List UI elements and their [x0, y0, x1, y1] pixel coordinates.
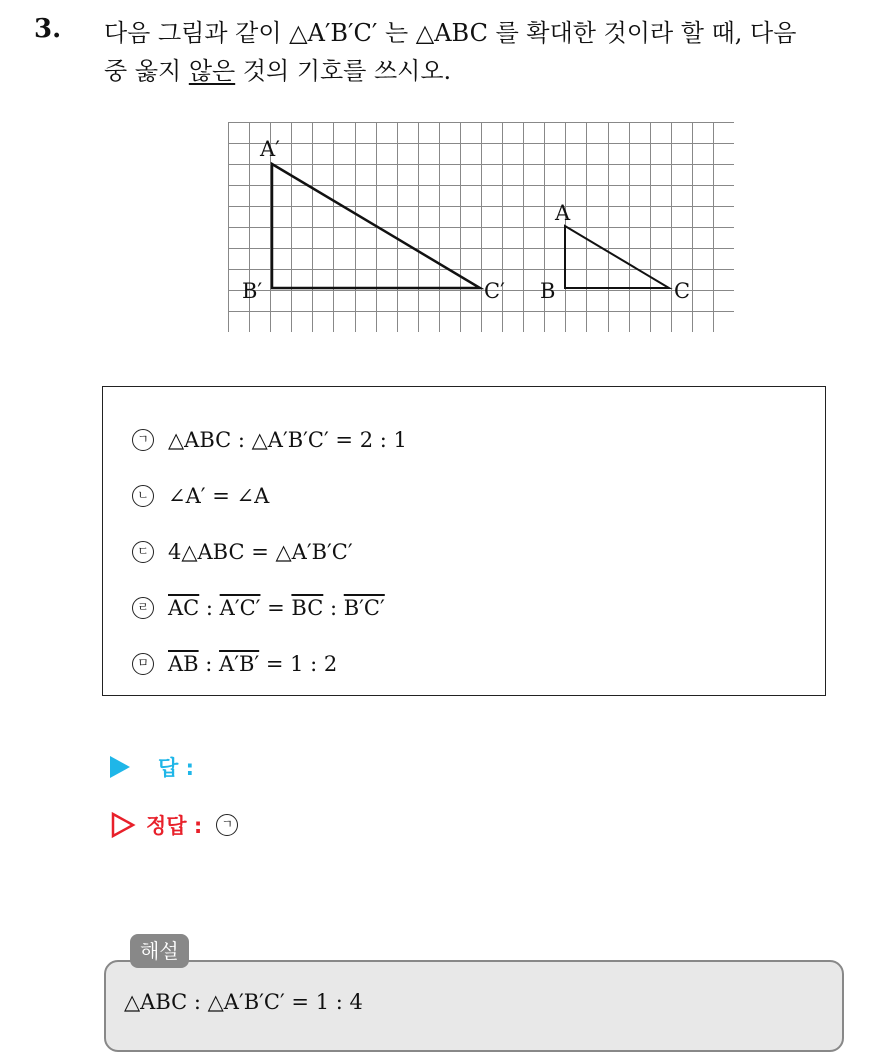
choice-2	[132, 484, 269, 508]
choice-5-rest: = 1 : 2	[259, 652, 338, 676]
choice-1	[132, 428, 407, 452]
choice-1-mark: ㄱ	[132, 429, 154, 451]
segment-ac: $\overline{AC}$	[168, 596, 200, 620]
label-b: B	[540, 279, 556, 303]
question-line-2	[104, 52, 864, 90]
question-line-2-post: 것의 기호를 쓰시오.	[235, 57, 452, 85]
question-line-2-pre: 중 옳지	[104, 57, 189, 85]
correct-answer-mark: ㄱ	[216, 814, 238, 836]
segment-a-prime-c-prime: A′C′	[219, 596, 261, 620]
choice-2-text: ∠A′ = ∠A	[168, 484, 270, 508]
solution-text: △ABC : △A′B′C′ = 1 : 4	[124, 990, 363, 1014]
solution-tag: 해설	[130, 934, 189, 968]
label-c-prime: C′	[484, 279, 505, 303]
choice-4-equals: =	[260, 596, 292, 620]
question-underlined-word: 않은	[188, 57, 236, 85]
label-c: C	[674, 279, 691, 303]
question-line-1: 다음 그림과 같이 △A′B′C′ 는 △ABC 를 확대한 것이라 할 때, 다음	[104, 19, 797, 47]
label-a-prime: A′	[260, 137, 280, 161]
answer-row	[110, 752, 194, 782]
question-text	[104, 14, 864, 90]
label-b-prime: B′	[242, 279, 263, 303]
correct-answer-row	[110, 810, 252, 840]
choice-2-mark: ㄴ	[132, 485, 154, 507]
grid-lines	[228, 122, 734, 332]
choice-3	[132, 540, 353, 564]
choice-4	[132, 596, 385, 620]
play-solid-icon	[110, 756, 130, 778]
question-number: 3.	[34, 14, 62, 44]
choice-5	[132, 652, 337, 676]
correct-answer-label: 정답 :	[146, 814, 203, 838]
play-outline-icon	[110, 811, 136, 839]
label-a: A	[555, 201, 571, 225]
segment-bc: $\overline{BC}$	[291, 596, 324, 620]
grid-figure	[228, 122, 734, 332]
choice-4-sep-1: :	[199, 596, 220, 620]
choice-5-sep-1: :	[198, 652, 220, 676]
choice-5-mark: ㅁ	[132, 653, 154, 675]
choice-4-mark: ㄹ	[132, 597, 154, 619]
answer-label: 답 :	[158, 756, 194, 780]
segment-a-prime-b-prime: A′B′	[219, 652, 260, 676]
segment-b-prime-c-prime: B′C′	[343, 596, 385, 620]
choice-4-sep-2: :	[323, 596, 344, 620]
small-triangle	[565, 226, 669, 288]
choice-3-mark: ㄷ	[132, 541, 154, 563]
choice-3-text: 4△ABC = △A′B′C′	[168, 540, 353, 564]
choice-1-text: △ABC : △A′B′C′ = 2 : 1	[168, 428, 407, 452]
segment-ab: $\overline{AB}$	[168, 652, 199, 676]
